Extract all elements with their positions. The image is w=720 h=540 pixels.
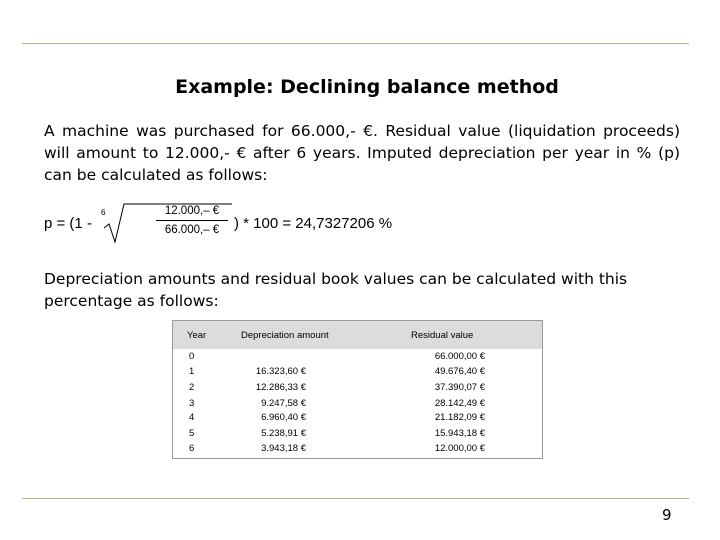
cell-depreciation: 3.943,18 € xyxy=(261,443,306,454)
cell-year: 4 xyxy=(189,412,195,423)
table-row xyxy=(173,382,542,396)
cell-residual: 66.000,00 € xyxy=(434,351,485,362)
cell-depreciation: 12.286,33 € xyxy=(255,382,306,393)
cell-year: 0 xyxy=(189,351,195,362)
page-number: 9 xyxy=(662,506,672,524)
header-depreciation: Depreciation amount xyxy=(241,330,329,341)
table-row xyxy=(173,443,542,457)
table-intro-paragraph: Depreciation amounts and residual book values can be calculated with this percentage as follows: xyxy=(44,270,628,310)
formula-denominator: 66.000,– € xyxy=(164,224,220,236)
cell-year: 2 xyxy=(189,382,195,393)
table-row xyxy=(173,412,542,426)
cell-year: 5 xyxy=(189,428,195,439)
header-residual: Residual value xyxy=(411,330,474,341)
formula-fraction xyxy=(156,205,228,236)
cell-depreciation: 6.960,40 € xyxy=(261,412,306,423)
table-row xyxy=(173,366,542,380)
cell-residual: 12.000,00 € xyxy=(434,443,485,454)
depreciation-table xyxy=(172,320,543,459)
table-row xyxy=(173,428,542,442)
cell-depreciation: 16.323,60 € xyxy=(255,366,306,377)
header-year: Year xyxy=(187,330,207,341)
cell-year: 1 xyxy=(189,366,195,377)
cell-residual: 28.142,49 € xyxy=(434,398,485,409)
formula-numerator: 12.000,– € xyxy=(156,205,228,221)
table-row xyxy=(173,351,542,365)
root-index: 6 xyxy=(101,208,106,217)
cell-depreciation: 5.238,91 € xyxy=(261,428,306,439)
top-divider xyxy=(22,43,689,44)
slide-title: Example: Declining balance method xyxy=(175,76,559,98)
cell-depreciation: 9.247,58 € xyxy=(261,398,306,409)
formula-lhs: p = (1 - xyxy=(44,215,92,232)
table-row xyxy=(173,398,542,412)
cell-year: 3 xyxy=(189,398,195,409)
table-header xyxy=(173,321,542,349)
bottom-divider xyxy=(22,498,689,499)
cell-residual: 15.943,18 € xyxy=(434,428,485,439)
cell-residual: 49.676,40 € xyxy=(434,366,485,377)
intro-paragraph: A machine was purchased for 66.000,- €. Residual value (liquidation proceeds) will amount to 12.000,- € after 6 years. Imputed depreciation per year in % (p) can be calculated as follows: xyxy=(44,122,680,184)
formula-rhs: ) * 100 = 24,7327206 % xyxy=(234,215,393,232)
cell-year: 6 xyxy=(189,443,195,454)
cell-residual: 21.182,09 € xyxy=(434,412,485,423)
cell-residual: 37.390,07 € xyxy=(434,382,485,393)
